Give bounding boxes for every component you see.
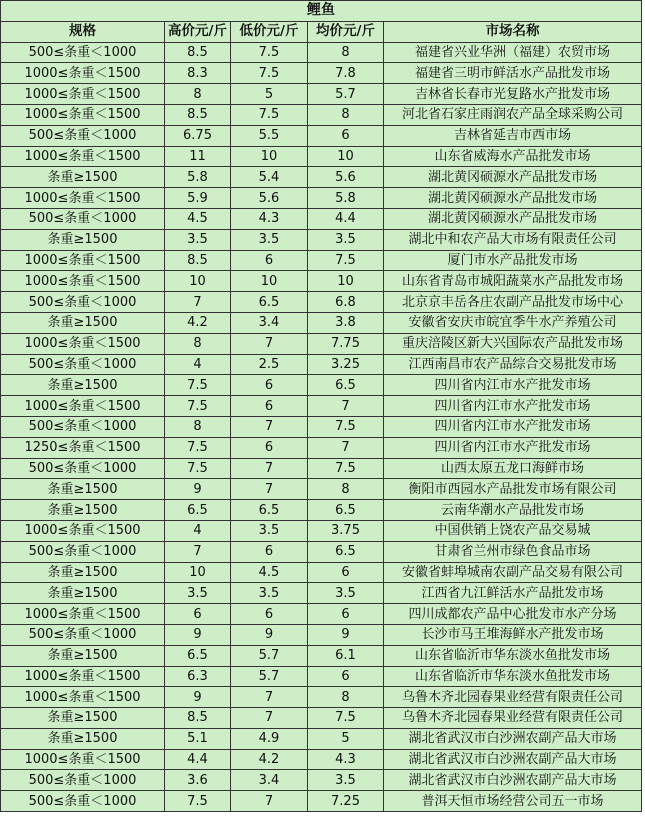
table-row [1,583,642,604]
high-price-cell: 10 [165,562,231,583]
spec-cell: 1000≤条重＜1500 [1,333,165,354]
table-row [1,250,642,271]
spec-cell: 条重≥1500 [1,562,165,583]
table-row [1,624,642,645]
table-row [1,437,642,458]
header-avg-price: 均价元/斤 [308,21,384,42]
table-row [1,416,642,437]
spec-cell: 条重≥1500 [1,500,165,521]
low-price-cell: 3.5 [231,583,308,604]
avg-price-cell: 6.5 [308,541,384,562]
market-name-cell: 江西省九江鲜活水产品批发市场 [384,583,642,604]
high-price-cell: 8.5 [165,250,231,271]
low-price-cell: 3.4 [231,770,308,791]
avg-price-cell: 6 [308,562,384,583]
table-row [1,229,642,250]
market-name-cell: 衡阳市西园水产品批发市场有限公司 [384,479,642,500]
high-price-cell: 9 [165,687,231,708]
low-price-cell: 3.5 [231,520,308,541]
market-name-cell: 四川省内江市水产批发市场 [384,375,642,396]
avg-price-cell: 3.8 [308,312,384,333]
table-row [1,458,642,479]
high-price-cell: 6 [165,604,231,625]
market-name-cell: 山东省临沂市华东淡水鱼批发市场 [384,666,642,687]
spec-cell: 条重≥1500 [1,728,165,749]
market-name-cell: 甘肃省兰州市绿色食品市场 [384,541,642,562]
table-row [1,770,642,791]
spec-cell: 500≤条重＜1000 [1,208,165,229]
header-low-price: 低价元/斤 [231,21,308,42]
high-price-cell: 3.6 [165,770,231,791]
spec-cell: 500≤条重＜1000 [1,416,165,437]
high-price-cell: 4.4 [165,749,231,770]
spec-cell: 条重≥1500 [1,312,165,333]
spec-cell: 1000≤条重＜1500 [1,250,165,271]
avg-price-cell: 3.25 [308,354,384,375]
avg-price-cell: 5.7 [308,84,384,105]
high-price-cell: 8.5 [165,104,231,125]
high-price-cell: 6.3 [165,666,231,687]
avg-price-cell: 8 [308,104,384,125]
header-spec: 规格 [1,21,165,42]
low-price-cell: 9 [231,624,308,645]
avg-price-cell: 5.8 [308,188,384,209]
market-name-cell: 吉林省长春市光复路水产批发市场 [384,84,642,105]
table-row [1,146,642,167]
table-row [1,333,642,354]
low-price-cell: 3.5 [231,229,308,250]
market-name-cell: 四川成都农产品中心批发市水产分场 [384,604,642,625]
low-price-cell: 3.4 [231,312,308,333]
spec-cell: 条重≥1500 [1,645,165,666]
high-price-cell: 8.5 [165,708,231,729]
header-row [1,21,642,42]
table-row [1,687,642,708]
high-price-cell: 5.1 [165,728,231,749]
avg-price-cell: 10 [308,146,384,167]
table-row [1,749,642,770]
table-row [1,562,642,583]
avg-price-cell: 8 [308,479,384,500]
spec-cell: 1000≤条重＜1500 [1,188,165,209]
avg-price-cell: 8 [308,42,384,63]
avg-price-cell: 7.8 [308,63,384,84]
market-name-cell: 乌鲁木齐北园春果业经营有限责任公司 [384,687,642,708]
market-name-cell: 重庆涪陵区新大兴国际农产品批发市场 [384,333,642,354]
market-name-cell: 江西南昌市农产品综合交易批发市场 [384,354,642,375]
table-row [1,63,642,84]
spec-cell: 500≤条重＜1000 [1,42,165,63]
avg-price-cell: 6 [308,604,384,625]
avg-price-cell: 8 [308,687,384,708]
spec-cell: 1000≤条重＜1500 [1,687,165,708]
spec-cell: 500≤条重＜1000 [1,458,165,479]
high-price-cell: 8 [165,416,231,437]
market-name-cell: 湖北省武汉市白沙洲农副产品大市场 [384,749,642,770]
title-row [1,1,642,22]
table-row [1,84,642,105]
avg-price-cell: 6.5 [308,500,384,521]
high-price-cell: 4 [165,354,231,375]
market-name-cell: 长沙市马王堆海鲜水产批发市场 [384,624,642,645]
market-name-cell: 厦门市水产品批发市场 [384,250,642,271]
table-row [1,42,642,63]
spec-cell: 500≤条重＜1000 [1,292,165,313]
high-price-cell: 7 [165,292,231,313]
table-row [1,645,642,666]
table-row [1,312,642,333]
avg-price-cell: 3.5 [308,583,384,604]
low-price-cell: 7.5 [231,42,308,63]
table-row [1,271,642,292]
avg-price-cell: 6 [308,666,384,687]
spec-cell: 条重≥1500 [1,708,165,729]
table-row [1,708,642,729]
low-price-cell: 6 [231,396,308,417]
low-price-cell: 2.5 [231,354,308,375]
low-price-cell: 7 [231,708,308,729]
low-price-cell: 6 [231,604,308,625]
market-name-cell: 湖北黄冈硕源水产品批发市场 [384,188,642,209]
high-price-cell: 7.5 [165,458,231,479]
market-name-cell: 吉林省延吉市西市场 [384,125,642,146]
high-price-cell: 6.5 [165,500,231,521]
table-row [1,188,642,209]
low-price-cell: 4.3 [231,208,308,229]
avg-price-cell: 3.5 [308,229,384,250]
low-price-cell: 4.9 [231,728,308,749]
avg-price-cell: 3.5 [308,770,384,791]
low-price-cell: 5 [231,84,308,105]
spec-cell: 1000≤条重＜1500 [1,749,165,770]
high-price-cell: 7.5 [165,437,231,458]
high-price-cell: 11 [165,146,231,167]
high-price-cell: 8.5 [165,42,231,63]
avg-price-cell: 6.8 [308,292,384,313]
low-price-cell: 6 [231,375,308,396]
market-name-cell: 湖北省武汉市白沙洲农副产品大市场 [384,770,642,791]
market-name-cell: 安徽省安庆市皖宜季牛水产养殖公司 [384,312,642,333]
spec-cell: 1000≤条重＜1500 [1,520,165,541]
avg-price-cell: 6.1 [308,645,384,666]
avg-price-cell: 7.5 [308,250,384,271]
low-price-cell: 5.6 [231,188,308,209]
high-price-cell: 8 [165,333,231,354]
table-row [1,728,642,749]
market-name-cell: 四川省内江市水产批发市场 [384,396,642,417]
spec-cell: 条重≥1500 [1,229,165,250]
avg-price-cell: 6.5 [308,375,384,396]
table-row [1,396,642,417]
spec-cell: 1000≤条重＜1500 [1,271,165,292]
table-row [1,125,642,146]
table-row [1,604,642,625]
low-price-cell: 6.5 [231,500,308,521]
low-price-cell: 5.4 [231,167,308,188]
spec-cell: 1000≤条重＜1500 [1,84,165,105]
low-price-cell: 4.5 [231,562,308,583]
spec-cell: 条重≥1500 [1,479,165,500]
high-price-cell: 10 [165,271,231,292]
avg-price-cell: 7 [308,396,384,417]
high-price-cell: 3.5 [165,229,231,250]
avg-price-cell: 7.5 [308,708,384,729]
market-name-cell: 乌鲁木齐北园春果业经营有限责任公司 [384,708,642,729]
avg-price-cell: 7.75 [308,333,384,354]
low-price-cell: 6.5 [231,292,308,313]
high-price-cell: 8.3 [165,63,231,84]
avg-price-cell: 5.6 [308,167,384,188]
table-row [1,541,642,562]
avg-price-cell: 7.25 [308,791,384,812]
spec-cell: 1000≤条重＜1500 [1,604,165,625]
market-name-cell: 山东省临沂市华东淡水鱼批发市场 [384,645,642,666]
high-price-cell: 7.5 [165,791,231,812]
spec-cell: 1250≤条重＜1500 [1,437,165,458]
avg-price-cell: 9 [308,624,384,645]
market-name-cell: 云南华潮水产品批发市场 [384,500,642,521]
low-price-cell: 7 [231,791,308,812]
high-price-cell: 7 [165,541,231,562]
table-row [1,375,642,396]
low-price-cell: 6 [231,250,308,271]
avg-price-cell: 7 [308,437,384,458]
spec-cell: 500≤条重＜1000 [1,354,165,375]
high-price-cell: 9 [165,479,231,500]
spec-cell: 500≤条重＜1000 [1,541,165,562]
spec-cell: 条重≥1500 [1,375,165,396]
market-name-cell: 湖北省武汉市白沙洲农副产品大市场 [384,728,642,749]
header-market-name: 市场名称 [384,21,642,42]
market-name-cell: 福建省三明市鲜活水产品批发市场 [384,63,642,84]
low-price-cell: 7 [231,333,308,354]
high-price-cell: 4.5 [165,208,231,229]
low-price-cell: 4.2 [231,749,308,770]
market-name-cell: 普洱天恒市场经营公司五一市场 [384,791,642,812]
market-name-cell: 四川省内江市水产批发市场 [384,437,642,458]
avg-price-cell: 3.75 [308,520,384,541]
market-name-cell: 四川省内江市水产批发市场 [384,416,642,437]
market-name-cell: 北京京丰岳各庄农副产品批发市场中心 [384,292,642,313]
spec-cell: 500≤条重＜1000 [1,624,165,645]
spec-cell: 1000≤条重＜1500 [1,63,165,84]
low-price-cell: 7 [231,479,308,500]
high-price-cell: 7.5 [165,375,231,396]
avg-price-cell: 5 [308,728,384,749]
market-name-cell: 安徽省蚌埠城南农副产品交易有限公司 [384,562,642,583]
high-price-cell: 6.75 [165,125,231,146]
high-price-cell: 6.5 [165,645,231,666]
market-name-cell: 河北省石家庄雨润农产品全球采购公司 [384,104,642,125]
market-name-cell: 湖北中和农产品大市场有限责任公司 [384,229,642,250]
low-price-cell: 7.5 [231,104,308,125]
high-price-cell: 4 [165,520,231,541]
market-name-cell: 湖北黄冈硕源水产品批发市场 [384,167,642,188]
table-row [1,354,642,375]
low-price-cell: 10 [231,146,308,167]
low-price-cell: 6 [231,437,308,458]
table-row [1,520,642,541]
spec-cell: 1000≤条重＜1500 [1,104,165,125]
avg-price-cell: 10 [308,271,384,292]
market-name-cell: 福建省兴业华洲（福建）农贸市场 [384,42,642,63]
low-price-cell: 5.7 [231,666,308,687]
low-price-cell: 10 [231,271,308,292]
avg-price-cell: 7.5 [308,458,384,479]
spec-cell: 1000≤条重＜1500 [1,146,165,167]
table-title: 鲤鱼 [1,1,642,22]
avg-price-cell: 6 [308,125,384,146]
low-price-cell: 7 [231,416,308,437]
spec-cell: 条重≥1500 [1,167,165,188]
market-name-cell: 山西太原五龙口海鲜市场 [384,458,642,479]
table-row [1,208,642,229]
market-name-cell: 山东省威海水产品批发市场 [384,146,642,167]
spec-cell: 1000≤条重＜1500 [1,396,165,417]
high-price-cell: 7.5 [165,396,231,417]
high-price-cell: 4.2 [165,312,231,333]
market-name-cell: 中国供销上饶农产品交易城 [384,520,642,541]
low-price-cell: 5.5 [231,125,308,146]
avg-price-cell: 4.3 [308,749,384,770]
high-price-cell: 9 [165,624,231,645]
table-row [1,167,642,188]
spec-cell: 1000≤条重＜1500 [1,666,165,687]
low-price-cell: 7 [231,458,308,479]
low-price-cell: 7.5 [231,63,308,84]
table-row [1,104,642,125]
low-price-cell: 7 [231,687,308,708]
spec-cell: 500≤条重＜1000 [1,125,165,146]
high-price-cell: 5.9 [165,188,231,209]
low-price-cell: 6 [231,541,308,562]
spec-cell: 500≤条重＜1000 [1,770,165,791]
table-row [1,666,642,687]
header-high-price: 高价元/斤 [165,21,231,42]
avg-price-cell: 4.4 [308,208,384,229]
spec-cell: 条重≥1500 [1,583,165,604]
high-price-cell: 3.5 [165,583,231,604]
table-row [1,500,642,521]
high-price-cell: 8 [165,84,231,105]
avg-price-cell: 7.5 [308,416,384,437]
high-price-cell: 5.8 [165,167,231,188]
spec-cell: 500≤条重＜1000 [1,791,165,812]
market-name-cell: 山东省青岛市城阳蔬菜水产品批发市场 [384,271,642,292]
table-row [1,791,642,812]
table-row [1,479,642,500]
table-row [1,292,642,313]
market-name-cell: 湖北黄冈硕源水产品批发市场 [384,208,642,229]
low-price-cell: 5.7 [231,645,308,666]
